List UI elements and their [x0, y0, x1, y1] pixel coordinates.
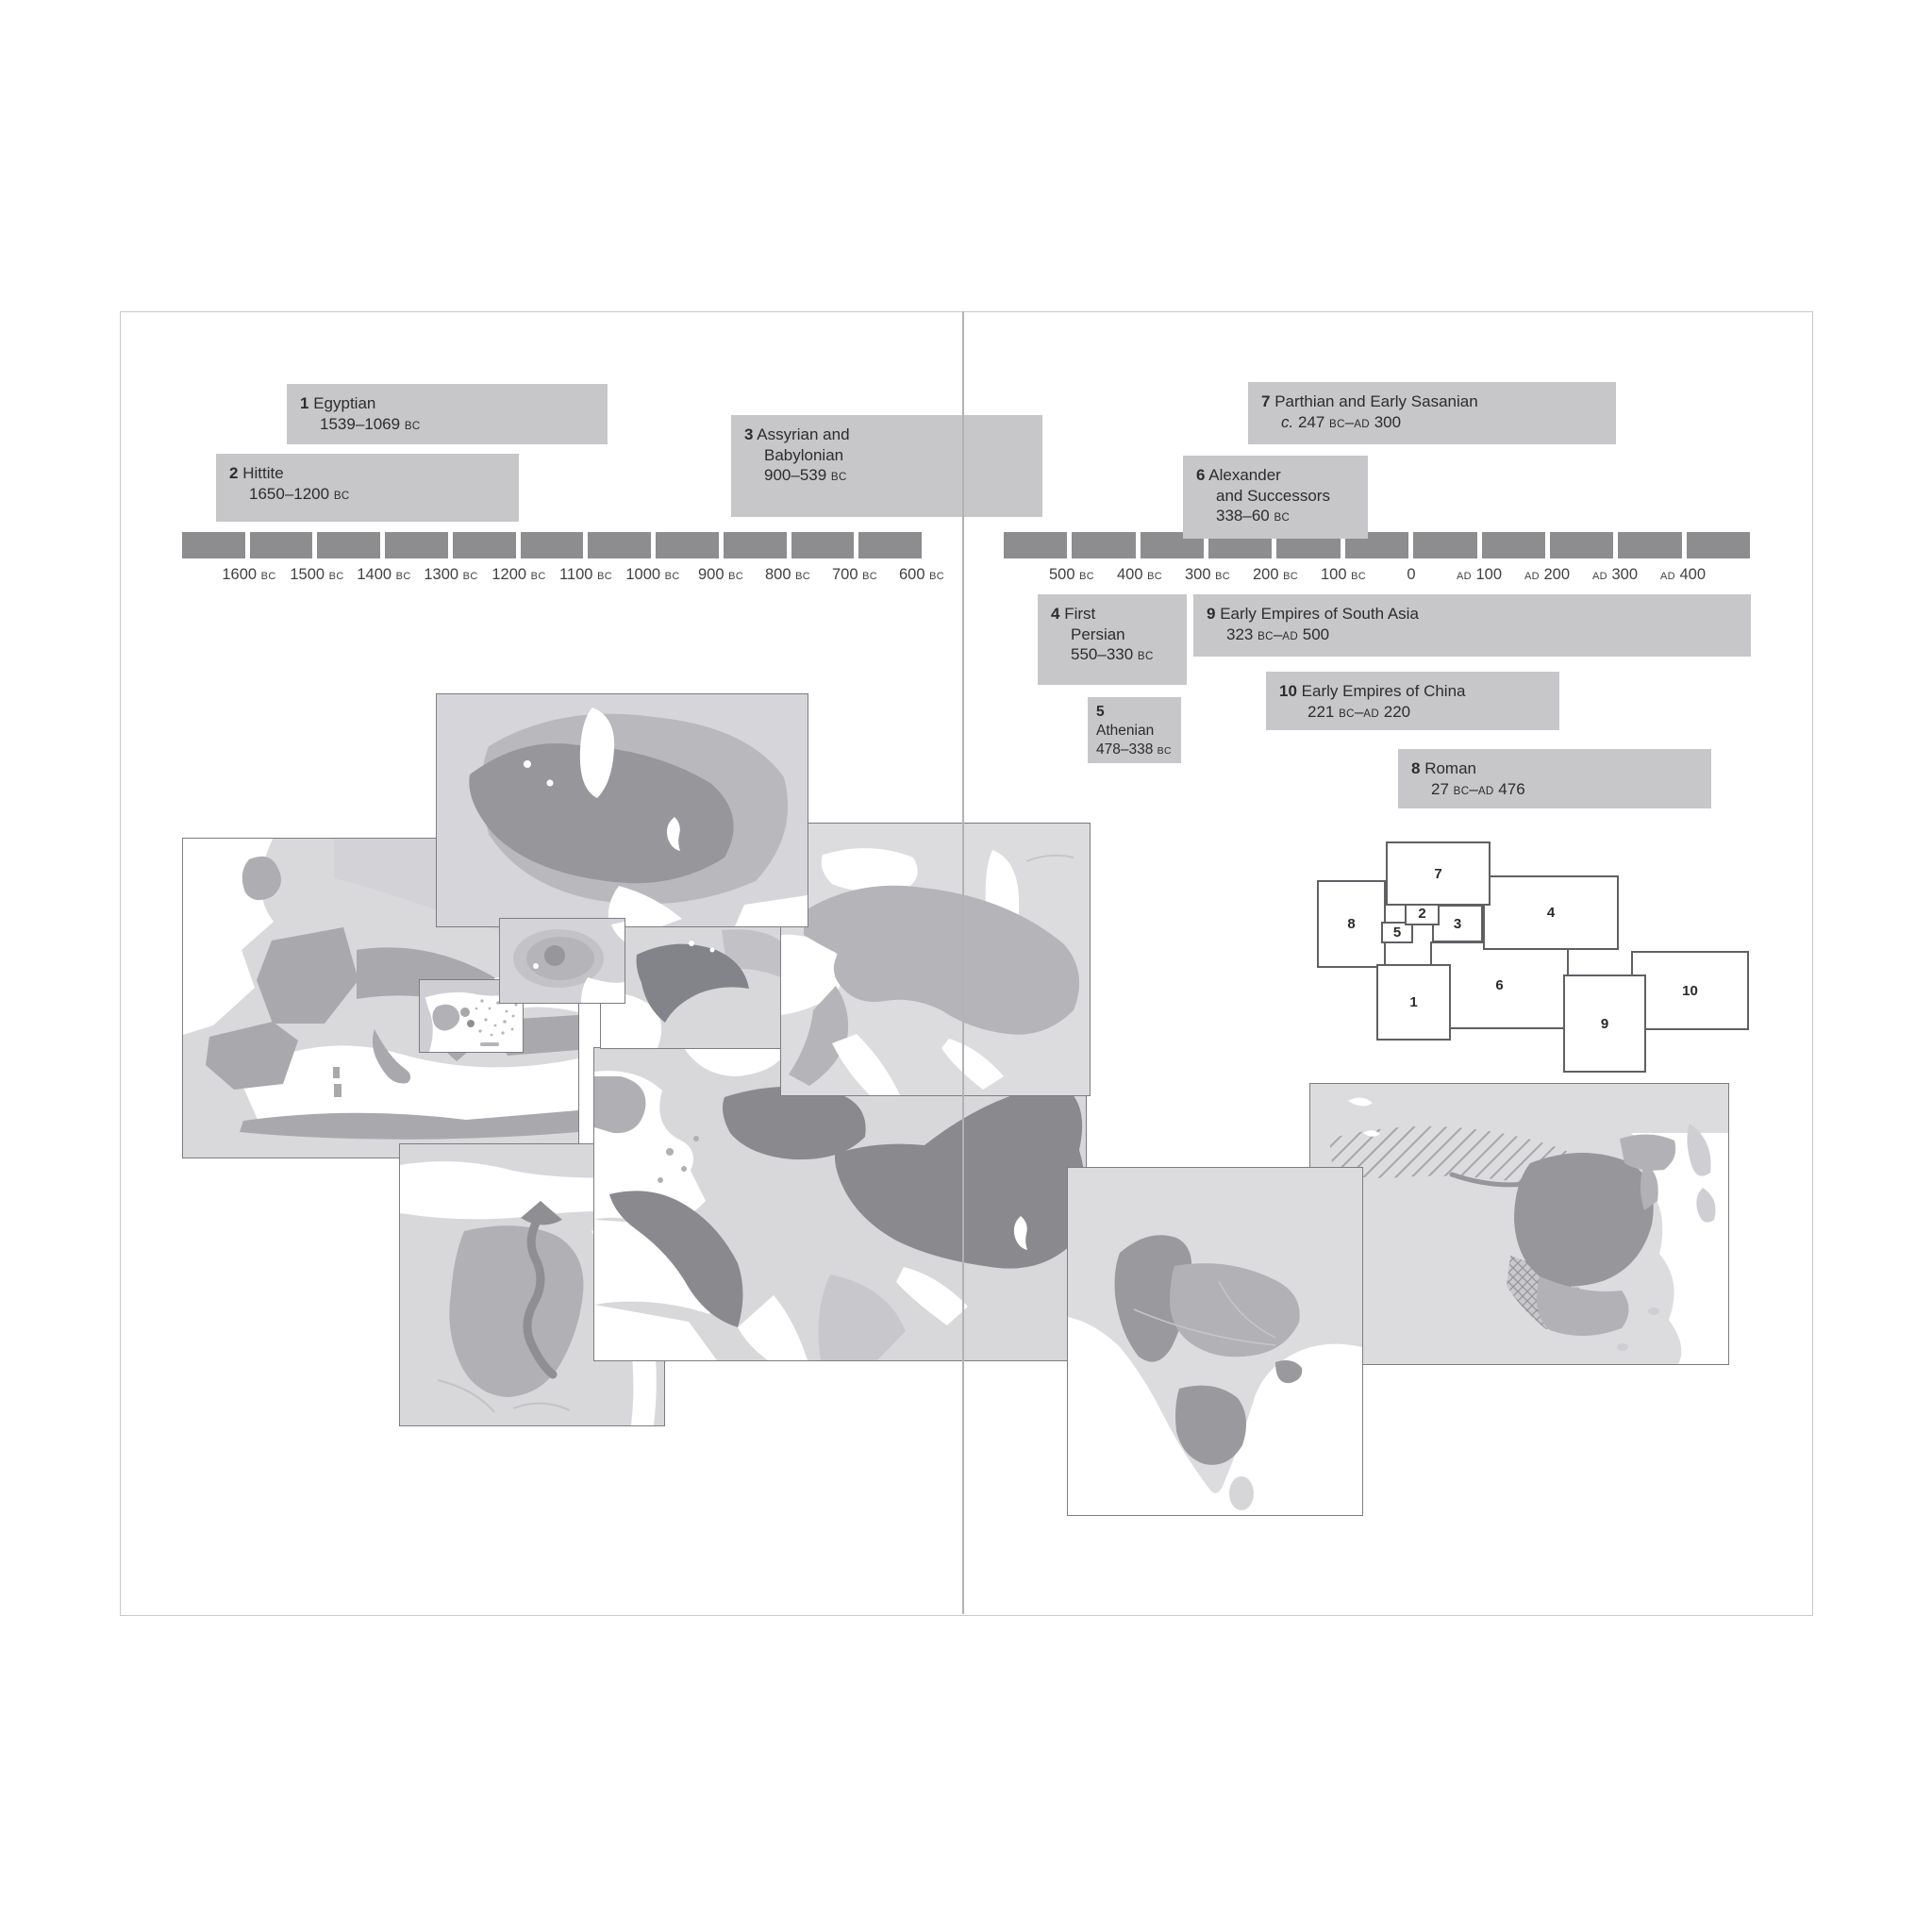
tick-label-1100bc: 1100 BC — [558, 566, 613, 583]
timeline-segment — [1072, 532, 1135, 558]
index-box-8: 8 — [1317, 880, 1386, 968]
tick-label-900bc: 900 BC — [697, 566, 744, 583]
index-box-10: 10 — [1631, 951, 1749, 1030]
empire-label-south-asia: 9 Early Empires of South Asia 323 BC–AD 500 — [1193, 594, 1751, 657]
timeline-segment — [385, 532, 448, 558]
tick-label-500bc: 500 BC — [1048, 566, 1095, 583]
empire-label-china: 10 Early Empires of China 221 BC–AD 220 — [1266, 672, 1559, 730]
map-parthian-sasanian-graphic — [437, 694, 808, 926]
timeline-segment — [1618, 532, 1681, 558]
map-early-south-asia — [1067, 1167, 1363, 1516]
empire-label-parthian-sasanian: 7 Parthian and Early Sasanian c. 247 BC–AD 300 — [1248, 382, 1616, 444]
index-box-2: 2 — [1405, 902, 1440, 925]
timeline-segment — [1687, 532, 1750, 558]
index-box-1: 1 — [1376, 964, 1451, 1041]
empire-label-alexander: 6 Alexander and Successors 338–60 BC — [1183, 456, 1368, 539]
map-first-persian — [780, 823, 1091, 1096]
timeline-segment — [1550, 532, 1613, 558]
timeline-segment — [858, 532, 922, 558]
index-box-4: 4 — [1483, 875, 1619, 950]
tick-label-ad200: AD 200 — [1524, 566, 1571, 583]
empire-label-first-persian: 4 First Persian 550–330 BC — [1038, 594, 1187, 685]
timeline-segment — [182, 532, 245, 558]
timeline-segment — [1004, 532, 1067, 558]
timeline-segment — [250, 532, 313, 558]
index-box-6: 6 — [1430, 941, 1569, 1029]
timeline-segment — [656, 532, 719, 558]
tick-label-1500bc: 1500 BC — [290, 566, 344, 583]
map-early-south-asia-graphic — [1068, 1168, 1362, 1515]
page-fold-line — [962, 311, 964, 1614]
tick-label-1000bc: 1000 BC — [625, 566, 680, 583]
tick-label-1600bc: 1600 BC — [222, 566, 276, 583]
timeline-segment — [588, 532, 651, 558]
tick-label-200bc: 200 BC — [1252, 566, 1299, 583]
timeline-segment — [453, 532, 516, 558]
timeline-segment — [317, 532, 380, 558]
tick-label-300bc: 300 BC — [1184, 566, 1231, 583]
map-early-china — [1309, 1083, 1729, 1365]
tick-label-100bc: 100 BC — [1320, 566, 1367, 583]
timeline-segment — [1413, 532, 1476, 558]
map-first-persian-graphic — [781, 824, 1090, 1095]
empire-label-assyrian-babylonian: 3 Assyrian and Babylonian 900–539 BC — [731, 415, 1042, 517]
tick-label-ad400: AD 400 — [1659, 566, 1707, 583]
empire-label-egyptian: 1 Egyptian 1539–1069 BC — [287, 384, 608, 444]
index-box-5: 5 — [1381, 922, 1413, 943]
tick-label-ad100: AD 100 — [1456, 566, 1503, 583]
tick-label-600bc: 600 BC — [898, 566, 945, 583]
tick-label-ad300: AD 300 — [1591, 566, 1639, 583]
timeline-segment — [521, 532, 584, 558]
empire-label-athenian: 5 Athenian 478–338 BC — [1088, 697, 1181, 763]
index-box-3: 3 — [1432, 905, 1483, 942]
map-early-china-graphic — [1310, 1084, 1728, 1364]
tick-label-1400bc: 1400 BC — [357, 566, 411, 583]
tick-label-0: 0 — [1407, 566, 1416, 583]
tick-label-800bc: 800 BC — [764, 566, 811, 583]
timeline-segment — [791, 532, 855, 558]
timeline-segment — [1482, 532, 1545, 558]
map-hittite-graphic — [500, 919, 625, 1003]
tick-label-1200bc: 1200 BC — [491, 566, 546, 583]
tick-label-700bc: 700 BC — [831, 566, 878, 583]
map-parthian-sasanian — [436, 693, 808, 927]
map-assyrian-babylonian-graphic — [601, 919, 781, 1048]
tick-label-1300bc: 1300 BC — [424, 566, 478, 583]
index-box-9: 9 — [1563, 974, 1646, 1073]
empire-label-hittite: 2 Hittite 1650–1200 BC — [216, 454, 519, 522]
map-assyrian-babylonian — [600, 918, 782, 1049]
empire-label-roman: 8 Roman 27 BC–AD 476 — [1398, 749, 1711, 808]
tick-label-400bc: 400 BC — [1116, 566, 1163, 583]
timeline-segment — [724, 532, 787, 558]
timeline-bar-bc-ad — [1004, 532, 1750, 558]
index-box-7: 7 — [1386, 841, 1491, 906]
timeline-bar-bc — [182, 532, 922, 558]
map-hittite — [499, 918, 625, 1004]
